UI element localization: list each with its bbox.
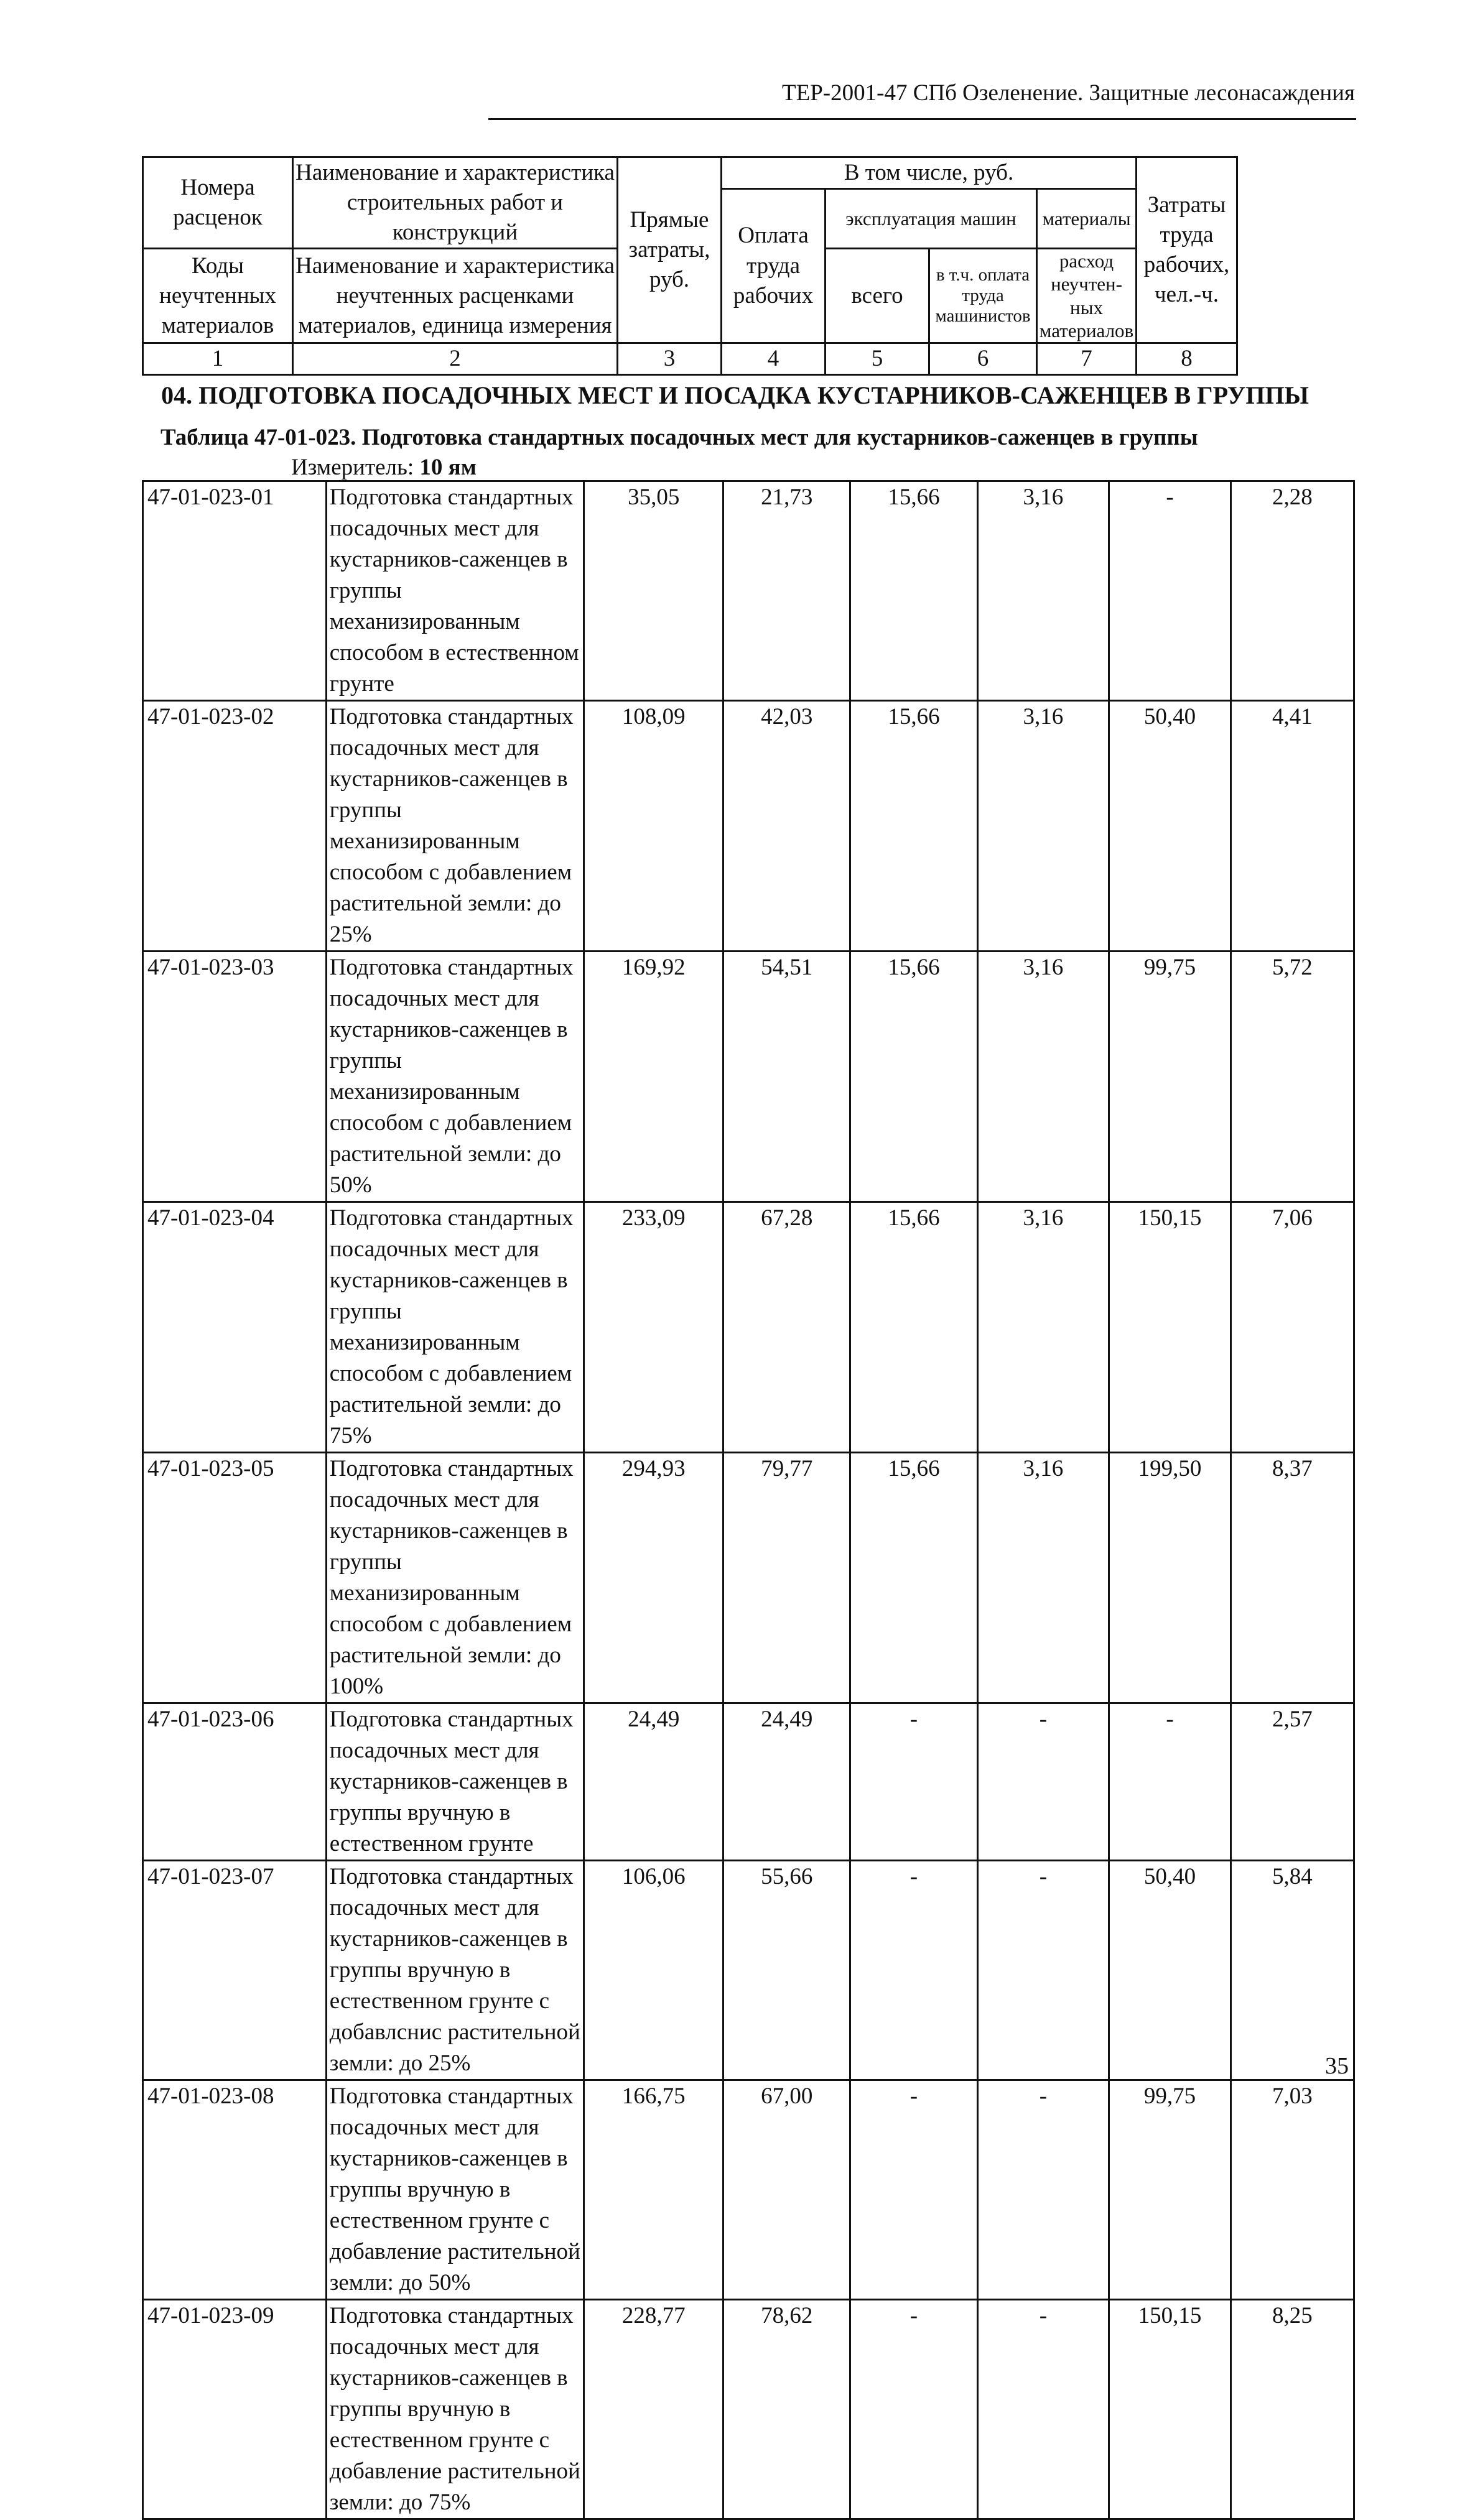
meter-label: Измеритель:: [291, 455, 414, 480]
direct-costs-value: 35,05: [584, 481, 723, 701]
column-number: 5: [826, 343, 929, 375]
table-row: [143, 1453, 1354, 1703]
materials-value: 150,15: [1109, 1202, 1231, 1453]
column-number: 6: [929, 343, 1037, 375]
header-unaccounted-names: Наименование и характеристика неучтенных расценками материалов, единица измерения: [293, 249, 618, 343]
rate-description: Подготовка стандартных посадочных мест для кустарников-саженцев в группы вручную в естественном грунте с добавление растительной земли: до 50%: [326, 2080, 584, 2300]
header-unaccounted-materials: расход неучтен-ных материалов: [1037, 249, 1137, 343]
materials-value: 99,75: [1109, 2080, 1231, 2300]
rate-code: 47-01-023-07: [143, 1861, 327, 2080]
machinists-pay-value: -: [977, 2300, 1109, 2519]
table-caption: Таблица 47-01-023. Подготовка стандартных посадочных мест для кустарников-саженцев в группы: [160, 425, 1198, 450]
machines-total-value: 15,66: [850, 1453, 977, 1703]
labor-hours-value: 2,57: [1230, 1703, 1354, 1861]
direct-costs-value: 294,93: [584, 1453, 723, 1703]
machines-total-value: -: [850, 1703, 977, 1861]
rate-code: 47-01-023-05: [143, 1453, 327, 1703]
worker-pay-value: 55,66: [723, 1861, 850, 2080]
materials-value: 99,75: [1109, 952, 1231, 1202]
direct-costs-value: 233,09: [584, 1202, 723, 1453]
column-number: 3: [618, 343, 722, 375]
rate-description: Подготовка стандартных посадочных мест для кустарников-саженцев в группы механизированным способом с добавлением растительной земли: до 25%: [326, 701, 584, 952]
machines-total-value: -: [850, 1861, 977, 2080]
materials-value: 199,50: [1109, 1453, 1231, 1703]
machines-total-value: -: [850, 2080, 977, 2300]
header-worker-pay: Оплата труда рабочих: [722, 189, 826, 343]
labor-hours-value: 4,41: [1230, 701, 1354, 952]
rate-description: Подготовка стандартных посадочных мест для кустарников-саженцев в группы механизированным способом в естественном грунте: [326, 481, 584, 701]
labor-hours-value: 5,84: [1230, 1861, 1354, 2080]
column-header-table: [142, 156, 1357, 376]
table-row: [143, 701, 1354, 952]
header-labor-hours: Затраты труда рабочих, чел.-ч.: [1137, 157, 1237, 343]
direct-costs-value: 108,09: [584, 701, 723, 952]
rate-description: Подготовка стандартных посадочных мест для кустарников-саженцев в группы механизированным способом с добавлением растительной земли: до 50%: [326, 952, 584, 1202]
table-row: [143, 2300, 1354, 2519]
header-including-group: В том числе, руб.: [722, 157, 1137, 189]
measurement-unit: [291, 454, 477, 481]
table-row: [143, 2080, 1354, 2300]
header-machine-operation: эксплуатация машин: [826, 189, 1037, 249]
column-number: 2: [293, 343, 618, 375]
header-machines-total: всего: [826, 249, 929, 343]
labor-hours-value: 8,37: [1230, 1453, 1354, 1703]
machines-total-value: 15,66: [850, 952, 977, 1202]
rate-code: 47-01-023-06: [143, 1703, 327, 1861]
materials-value: 50,40: [1109, 1861, 1231, 2080]
rate-description: Подготовка стандартных посадочных мест для кустарников-саженцев в группы вручную в естественном грунте с добавлснис растительной земли: до 25%: [326, 1861, 584, 2080]
meter-value: 10 ям: [419, 455, 477, 480]
direct-costs-value: 166,75: [584, 2080, 723, 2300]
direct-costs-value: 228,77: [584, 2300, 723, 2519]
rate-description: Подготовка стандартных посадочных мест для кустарников-саженцев в группы механизированным способом с добавлением растительной земли: до 100%: [326, 1453, 584, 1703]
column-number: 4: [722, 343, 826, 375]
labor-hours-value: 7,03: [1230, 2080, 1354, 2300]
header-unaccounted-codes: Коды неучтенных материалов: [143, 249, 293, 343]
page-number: 35: [1325, 2053, 1349, 2079]
header-rule: [488, 118, 1356, 120]
worker-pay-value: 24,49: [723, 1703, 850, 1861]
table-row: [143, 1202, 1354, 1453]
rate-code: 47-01-023-04: [143, 1202, 327, 1453]
machines-total-value: 15,66: [850, 701, 977, 952]
worker-pay-value: 54,51: [723, 952, 850, 1202]
rate-code: 47-01-023-08: [143, 2080, 327, 2300]
machinists-pay-value: -: [977, 2080, 1109, 2300]
rate-code: 47-01-023-09: [143, 2300, 327, 2519]
machinists-pay-value: 3,16: [977, 481, 1109, 701]
worker-pay-value: 67,28: [723, 1202, 850, 1453]
machinists-pay-value: -: [977, 1861, 1109, 2080]
machinists-pay-value: 3,16: [977, 1202, 1109, 1453]
rate-description: Подготовка стандартных посадочных мест для кустарников-саженцев в группы вручную в естественном грунте: [326, 1703, 584, 1861]
machinists-pay-value: 3,16: [977, 701, 1109, 952]
direct-costs-value: 24,49: [584, 1703, 723, 1861]
rate-code: 47-01-023-02: [143, 701, 327, 952]
document-title: ТЕР-2001-47 СПб Озеленение. Защитные лесонасаждения: [782, 80, 1355, 106]
section-title: 04. ПОДГОТОВКА ПОСАДОЧНЫХ МЕСТ И ПОСАДКА КУСТАРНИКОВ-САЖЕНЦЕВ В ГРУППЫ: [161, 381, 1309, 409]
machines-total-value: -: [850, 2300, 977, 2519]
labor-hours-value: 8,25: [1230, 2300, 1354, 2519]
rate-description: Подготовка стандартных посадочных мест для кустарников-саженцев в группы механизированным способом с добавлением растительной земли: до 75%: [326, 1202, 584, 1453]
direct-costs-value: 169,92: [584, 952, 723, 1202]
worker-pay-value: 42,03: [723, 701, 850, 952]
direct-costs-value: 106,06: [584, 1861, 723, 2080]
worker-pay-value: 78,62: [723, 2300, 850, 2519]
worker-pay-value: 21,73: [723, 481, 850, 701]
rates-table: [142, 480, 1355, 2520]
column-number: 8: [1137, 343, 1237, 375]
column-number: 1: [143, 343, 293, 375]
table-row: [143, 1703, 1354, 1861]
header-work-name: Наименование и характеристика строительных работ и конструкций: [293, 157, 618, 249]
machines-total-value: 15,66: [850, 1202, 977, 1453]
worker-pay-value: 79,77: [723, 1453, 850, 1703]
materials-value: 150,15: [1109, 2300, 1231, 2519]
header-machinists-pay: в т.ч. оплата труда машинистов: [929, 249, 1037, 343]
worker-pay-value: 67,00: [723, 2080, 850, 2300]
labor-hours-value: 5,72: [1230, 952, 1354, 1202]
table-row: [143, 952, 1354, 1202]
materials-value: -: [1109, 1703, 1231, 1861]
materials-value: 50,40: [1109, 701, 1231, 952]
rate-code: 47-01-023-01: [143, 481, 327, 701]
machinists-pay-value: -: [977, 1703, 1109, 1861]
column-number: 7: [1037, 343, 1137, 375]
header-direct-costs: Прямые затраты, руб.: [618, 157, 722, 343]
header-rate-numbers: Номера расценок: [143, 157, 293, 249]
labor-hours-value: 7,06: [1230, 1202, 1354, 1453]
table-row: [143, 1861, 1354, 2080]
rate-code: 47-01-023-03: [143, 952, 327, 1202]
machinists-pay-value: 3,16: [977, 952, 1109, 1202]
labor-hours-value: 2,28: [1230, 481, 1354, 701]
header-materials: материалы: [1037, 189, 1137, 249]
machinists-pay-value: 3,16: [977, 1453, 1109, 1703]
table-row: [143, 481, 1354, 701]
machines-total-value: 15,66: [850, 481, 977, 701]
materials-value: -: [1109, 481, 1231, 701]
rate-description: Подготовка стандартных посадочных мест для кустарников-саженцев в группы вручную в естественном грунте с добавление растительной земли: до 75%: [326, 2300, 584, 2519]
